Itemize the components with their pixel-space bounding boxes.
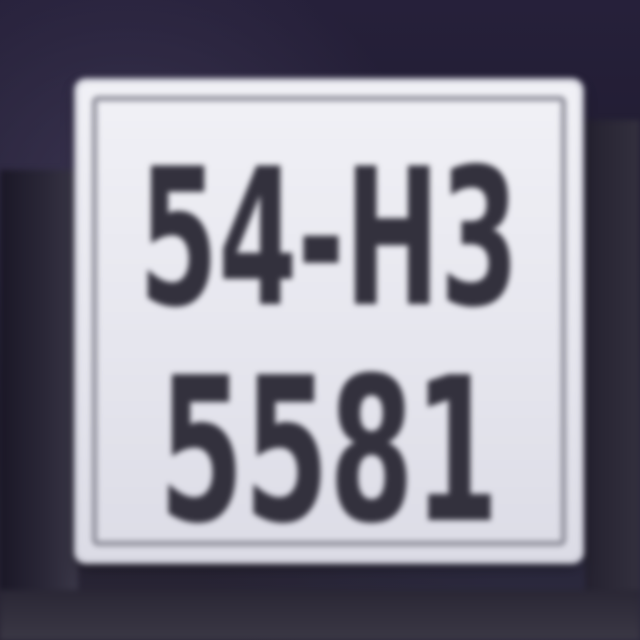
bottom-mount-bracket [0, 590, 640, 640]
plate-line-2: 5581 [159, 335, 499, 560]
left-mount-bracket [0, 170, 78, 600]
license-plate [78, 82, 580, 560]
plate-characters [78, 82, 580, 560]
plate-line-1: 54-H3 [139, 128, 519, 349]
right-mount-bracket [585, 120, 640, 640]
